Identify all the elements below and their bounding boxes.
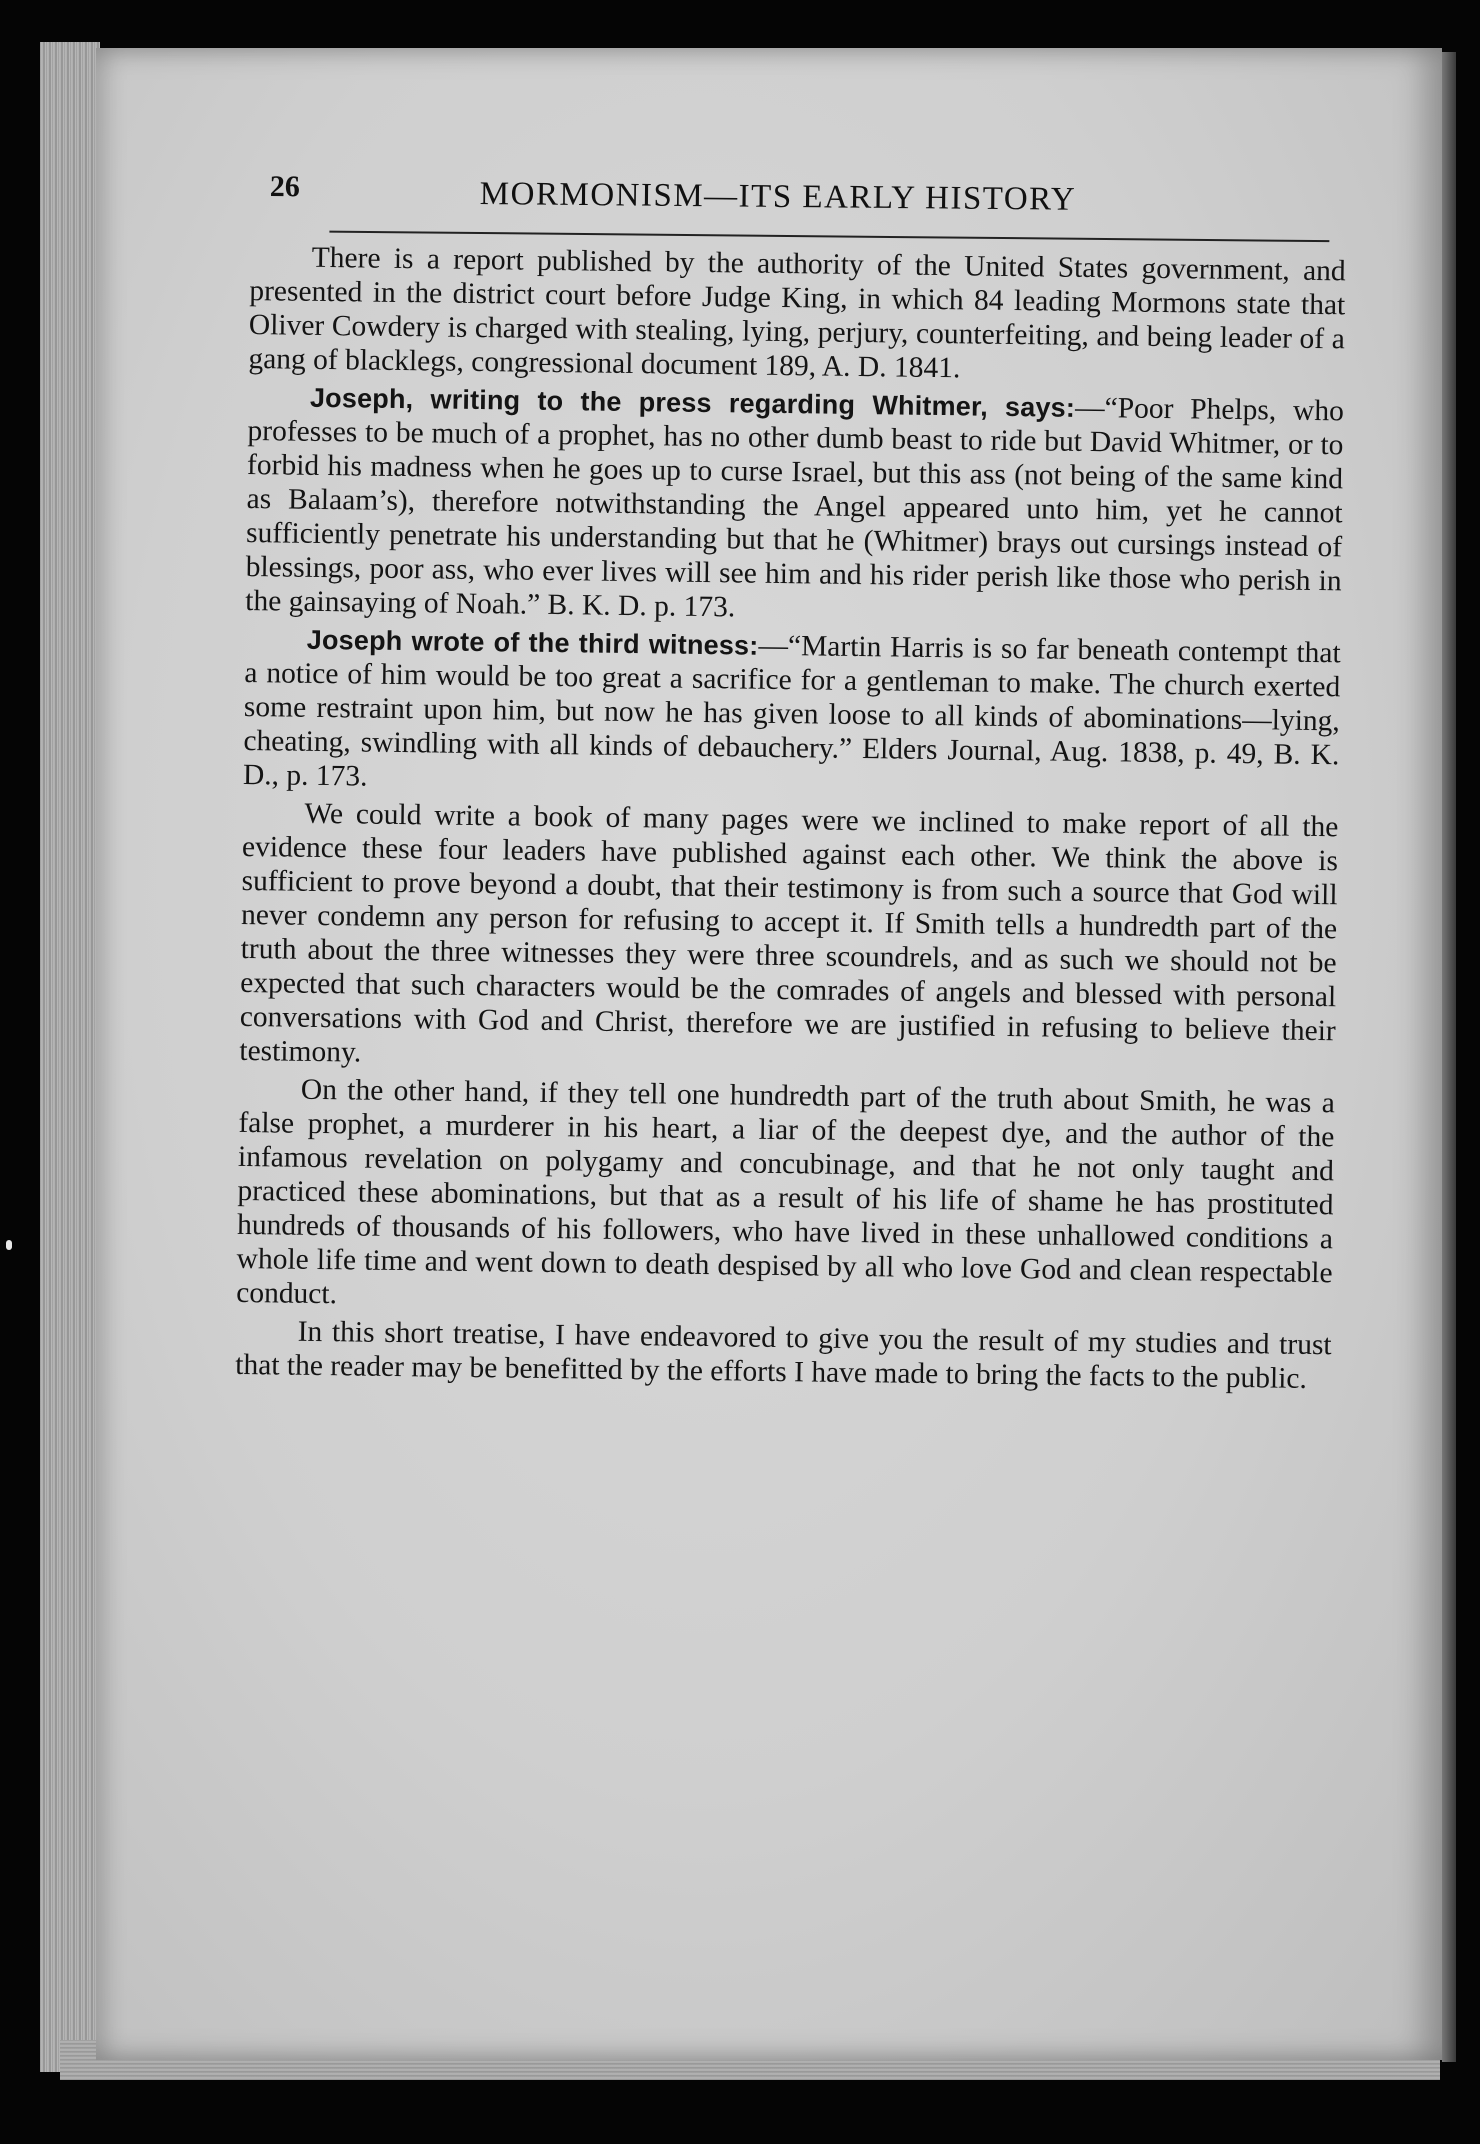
paragraph-report: There is a report published by the authority of the United States government, and presented in the district court before Judge King, in which 84 leading Mormons state that Oliver Cowdery is charged with stealing, lying, perjury, counterfeiting, and being leader of a gang of blacklegs, congressional document 189, A. D. 1841. — [248, 241, 1346, 385]
body-text — [235, 240, 1346, 1400]
paragraph-conclusion: In this short treatise, I have endeavored to give you the result of my studies and trust that the reader may be benefitted by the efforts I have made to bring the facts to the public. — [235, 1315, 1332, 1395]
page-edges — [40, 42, 100, 2072]
page-number: 26 — [269, 170, 300, 204]
dust-speck — [6, 1240, 12, 1250]
paragraph-other-hand: On the other hand, if they tell one hundredth part of the truth about Smith, he was a false prophet, a murderer in his heart, a liar of the deepest dye, and the author of the infamous revelation on polygamy and concubinage, and that he not only taught and practiced these abominations, but that as a result of his life of shame he has prostituted hundreds of thousands of his followers, who have lived in these unhallowed conditions a whole life time and went down to death despised by all who love God and clean respectable conduct. — [236, 1073, 1336, 1311]
running-title: MORMONISM—ITS EARLY HISTORY — [479, 176, 1077, 218]
page-header — [269, 170, 1350, 240]
paragraph-third-witness: Joseph wrote of the third witness:—“Martin Harris is so far beneath contempt that a notice of him would be too great a sacrifice for a gentleman to make. The church exerted some restraint upon him, but now he has given loose to all kinds of abominations—lying, cheating, swindling with all kinds of debauchery.” Elders Journal, Aug. 1838, p. 49, B. K. D., p. 173. — [242, 624, 1341, 793]
paragraph-whitmer: Joseph, writing to the press regarding Whitmer, says:—“Poor Phelps, who professes to be much of a prophet, has no other dumb beast to ride but David Whitmer, or to forbid his madness when he goes up to curse Israel, but this ass (not being of the same kind as Balaam’s), therefore notwithstanding the Angel appeared unto him, yet he cannot sufficiently penetrate his understanding but that he (Whitmer) brays out cursings instead of blessings, poor ass, who ever lives will see him and his rider perish like those who perish in the gainsaying of Noah.” B. K. D. p. 173. — [245, 382, 1345, 624]
paragraph-book: We could write a book of many pages were we inclined to make report of all the evidence these four leaders have published against each other. We think the above is sufficient to prove beyond a doubt, that their testimony is from such a source that God will never condemn any person for refusing to accept it. If Smith tells a hundredth part of the truth about the three witnesses they were three scoundrels, and as such we should not be expected that such characters would be the comrades of angels and blessed with personal conversations with God and Christ, therefore we are justified in refusing to believe their testimony. — [239, 797, 1339, 1069]
paragraph-lead: Joseph, writing to the press regarding Whitmer, says: — [309, 382, 1076, 423]
paragraph-lead: Joseph wrote of the third witness: — [306, 624, 759, 661]
binding-shadow — [1442, 52, 1456, 2062]
